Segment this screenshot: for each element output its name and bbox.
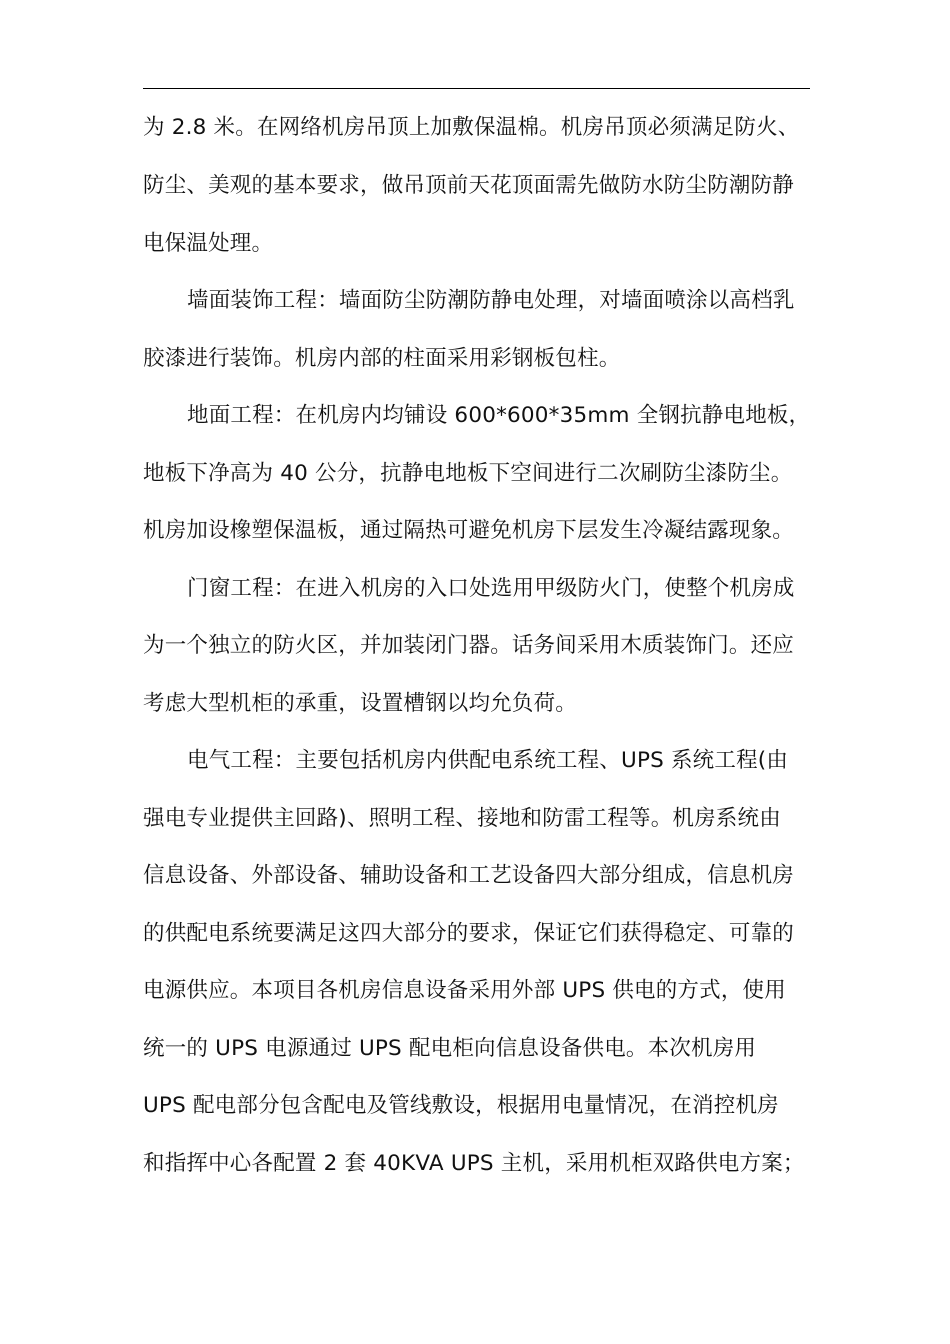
paragraph-start-line: 墙面装饰工程：墙面防尘防潮防静电处理，对墙面喷涂以高档乳 <box>187 288 795 313</box>
text-line: 统一的 UPS 电源通过 UPS 配电柜向信息设备供电。本次机房用 <box>143 1036 757 1061</box>
text-line: 胶漆进行装饰。机房内部的柱面采用彩钢板包柱。 <box>143 346 621 371</box>
header-rule <box>143 88 810 89</box>
text-line: UPS 配电部分包含配电及管线敷设，根据用电量情况，在消控机房 <box>143 1093 779 1118</box>
text-line: 电源供应。本项目各机房信息设备采用外部 UPS 供电的方式，使用 <box>143 978 786 1003</box>
text-line: 为 2.8 米。在网络机房吊顶上加敷保温棉。机房吊顶必须满足防火、 <box>143 115 800 140</box>
text-line: 信息设备、外部设备、辅助设备和工艺设备四大部分组成，信息机房 <box>143 863 795 888</box>
text-line: 的供配电系统要满足这四大部分的要求，保证它们获得稳定、可靠的 <box>143 921 795 946</box>
text-line: 机房加设橡塑保温板，通过隔热可避免机房下层发生冷凝结露现象。 <box>143 518 795 543</box>
text-line: 地板下净高为 40 公分，抗静电地板下空间进行二次刷防尘漆防尘。 <box>143 461 793 486</box>
text-line: 电保温处理。 <box>143 231 274 256</box>
text-line: 和指挥中心各配置 2 套 40KVA UPS 主机，采用机柜双路供电方案； <box>143 1151 805 1176</box>
text-line: 考虑大型机柜的承重，设置槽钢以均允负荷。 <box>143 691 578 716</box>
paragraph-start-line: 电气工程：主要包括机房内供配电系统工程、UPS 系统工程(由 <box>187 748 789 773</box>
paragraph-start-line: 门窗工程：在进入机房的入口处选用甲级防火门，使整个机房成 <box>187 576 795 601</box>
text-line: 强电专业提供主回路)、照明工程、接地和防雷工程等。机房系统由 <box>143 806 781 831</box>
paragraph-start-line: 地面工程：在机房内均铺设 600*600*35mm 全钢抗静电地板， <box>187 403 811 428</box>
text-line: 为一个独立的防火区，并加装闭门器。话务间采用木质装饰门。还应 <box>143 633 795 658</box>
text-line: 防尘、美观的基本要求，做吊顶前天花顶面需先做防水防尘防潮防静 <box>143 173 795 198</box>
